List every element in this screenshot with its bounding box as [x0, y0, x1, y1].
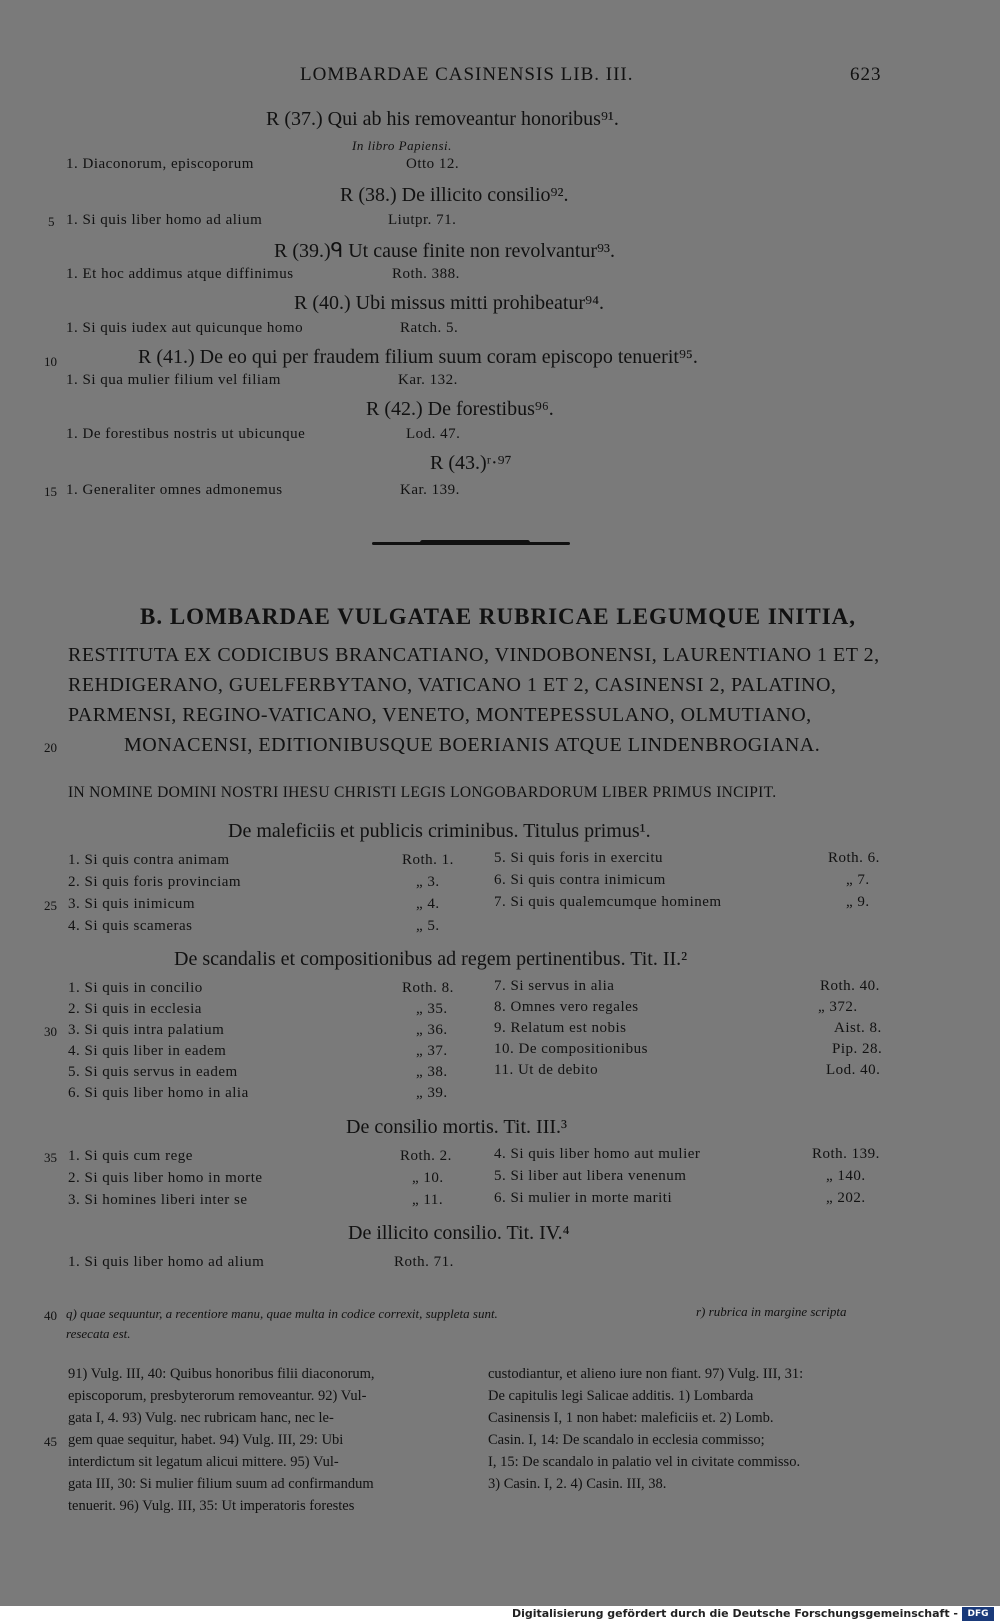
footnote-line: gem quae sequitur, habet. 94) Vulg. III, 29: Ubi — [68, 1432, 344, 1448]
list-item: 1. Si quis in concilio — [68, 980, 203, 996]
list-ref: „ 3. — [416, 874, 440, 890]
list-ref: Roth. 40. — [820, 978, 880, 994]
apparatus-note: r) rubrica in margine scripta — [696, 1304, 847, 1319]
list-ref: Pip. 28. — [832, 1041, 883, 1057]
rubric-41: R (41.) De eo qui per fraudem filium suum coram episcopo tenuerit⁹⁵. — [138, 346, 698, 368]
list-item: 6. Si mulier in morte mariti — [494, 1190, 673, 1206]
list-ref: Roth. 71. — [394, 1254, 454, 1270]
rubric-39: R (39.)ᑫ Ut cause finite non revolvantur⁹³. — [274, 240, 616, 262]
list-item: 10. De compositionibus — [494, 1041, 648, 1057]
list-ref: „ 5. — [416, 918, 440, 934]
list-item: 4. Si quis liber homo aut mulier — [494, 1146, 701, 1162]
list-item: 8. Omnes vero regales — [494, 999, 639, 1015]
list-ref: Roth. 139. — [812, 1146, 880, 1162]
list-item: 4. Si quis liber in eadem — [68, 1043, 227, 1059]
rubric-43-item: 1. Generaliter omnes admonemus — [66, 482, 283, 498]
rubric-40-item: 1. Si quis iudex aut quicunque homo — [66, 320, 304, 336]
rubric-42-item: 1. De forestibus nostris ut ubicunque — [66, 426, 306, 442]
list-item: 7. Si quis qualemcumque hominem — [494, 894, 722, 910]
list-item: 2. Si quis liber homo in morte — [68, 1170, 263, 1186]
footnote-line: gata III, 30: Si mulier filium suum ad confirmandum — [68, 1476, 374, 1492]
footnote-line: 3) Casin. I, 2. 4) Casin. III, 38. — [488, 1476, 667, 1492]
list-item: 2. Si quis foris provinciam — [68, 874, 242, 890]
list-ref: „ 140. — [826, 1168, 866, 1184]
list-ref: „ 4. — [416, 896, 440, 912]
rubric-43-ref: Kar. 139. — [400, 482, 460, 498]
section-rule-center — [420, 540, 530, 545]
list-ref: „ 10. — [412, 1170, 444, 1186]
list-item: 3. Si homines liberi inter se — [68, 1192, 248, 1208]
list-ref: „ 372. — [818, 999, 858, 1015]
running-header: LOMBARDAE CASINENSIS LIB. III. — [300, 64, 634, 85]
list-ref: „ 202. — [826, 1190, 866, 1206]
rubric-41-ref: Kar. 132. — [398, 372, 458, 388]
footnote-line: gata I, 4. 93) Vulg. nec rubricam hanc, nec le- — [68, 1410, 334, 1426]
line-number: 15 — [44, 484, 57, 499]
list-ref: „ 36. — [416, 1022, 448, 1038]
rubric-40-ref: Ratch. 5. — [400, 320, 459, 336]
rubric-39-ref: Roth. 388. — [392, 266, 460, 282]
list-ref: „ 38. — [416, 1064, 448, 1080]
list-ref: „ 11. — [412, 1192, 444, 1208]
rubric-38: R (38.) De illicito consilio⁹². — [340, 184, 569, 206]
list-ref: „ 39. — [416, 1085, 448, 1101]
footnote-line: episcoporum, presbyterorum removeantur. 92) Vul- — [68, 1388, 367, 1404]
list-ref: Roth. 1. — [402, 852, 454, 868]
footnote-line: De capitulis legi Salicae additis. 1) Lombarda — [488, 1388, 754, 1404]
list-ref: „ 37. — [416, 1043, 448, 1059]
section-b-line: PARMENSI, REGINO-VATICANO, VENETO, MONTEPESSULANO, OLMUTIANO, — [68, 704, 812, 726]
digitization-credit: Digitalisierung gefördert durch die Deutsche Forschungsgemeinschaft - — [511, 1607, 958, 1620]
line-number: 5 — [48, 214, 55, 229]
titulus-2-heading: De scandalis et compositionibus ad regem pertinentibus. Tit. II.² — [174, 948, 688, 970]
incipit: IN NOMINE DOMINI NOSTRI IHESU CHRISTI LEGIS LONGOBARDORUM LIBER PRIMUS INCIPIT. — [68, 784, 777, 801]
line-number: 35 — [44, 1150, 57, 1165]
rubric-37-item: 1. Diaconorum, episcoporum — [66, 156, 254, 172]
rubric-37: R (37.) Qui ab his removeantur honoribus⁹¹. — [266, 108, 619, 130]
rubric-42-ref: Lod. 47. — [406, 426, 461, 442]
titulus-1-heading: De maleficiis et publicis criminibus. Titulus primus¹. — [228, 820, 651, 842]
footnote-line: Casin. I, 14: De scandalo in ecclesia commisso; — [488, 1432, 765, 1448]
section-b-line: RESTITUTA EX CODICIBUS BRANCATIANO, VINDOBONENSI, LAURENTIANO 1 ET 2, — [68, 644, 880, 666]
list-item: 4. Si quis scameras — [68, 918, 193, 934]
rubric-43: R (43.)ʳ·⁹⁷ — [430, 452, 512, 474]
section-b-line: REHDIGERANO, GUELFERBYTANO, VATICANO 1 ET 2, CASINENSI 2, PALATINO, — [68, 674, 837, 696]
titulus-3-heading: De consilio mortis. Tit. III.³ — [346, 1116, 568, 1138]
footnote-line: I, 15: De scandalo in palatio vel in civitate commisso. — [488, 1454, 801, 1470]
footnote-line: custodiantur, et alieno iure non fiant. 97) Vulg. III, 31: — [488, 1366, 804, 1382]
line-number: 10 — [44, 354, 57, 369]
list-item: 5. Si quis servus in eadem — [68, 1064, 238, 1080]
footnote-line: 91) Vulg. III, 40: Quibus honoribus filii diaconorum, — [68, 1366, 375, 1382]
line-number: 40 — [44, 1308, 57, 1323]
section-b-title: B. LOMBARDAE VULGATAE RUBRICAE LEGUMQUE INITIA, — [140, 604, 856, 629]
list-ref: Roth. 2. — [400, 1148, 452, 1164]
line-number: 25 — [44, 898, 57, 913]
page-number: 623 — [850, 64, 882, 85]
rubric-37-ref: Otto 12. — [406, 156, 460, 172]
dfg-logo: DFG — [962, 1607, 994, 1621]
list-ref: „ 35. — [416, 1001, 448, 1017]
line-number: 45 — [44, 1434, 57, 1449]
rubric-41-item: 1. Si qua mulier filium vel filiam — [66, 372, 281, 388]
list-item: 9. Relatum est nobis — [494, 1020, 627, 1036]
list-ref: Lod. 40. — [826, 1062, 881, 1078]
footnote-line: tenuerit. 96) Vulg. III, 35: Ut imperatoris forestes — [68, 1498, 355, 1514]
list-item: 1. Si quis contra animam — [68, 852, 230, 868]
list-item: 5. Si liber aut libera venenum — [494, 1168, 687, 1184]
line-number: 30 — [44, 1024, 57, 1039]
titulus-4-heading: De illicito consilio. Tit. IV.⁴ — [348, 1222, 570, 1244]
section-b-line: MONACENSI, EDITIONIBUSQUE BOERIANIS ATQUE LINDENBROGIANA. — [124, 734, 821, 756]
rubric-39-item: 1. Et hoc addimus atque diffinimus — [66, 266, 294, 282]
footnote-line: interdictum sit legatum alicui mittere. 95) Vul- — [68, 1454, 339, 1470]
list-item: 7. Si servus in alia — [494, 978, 615, 994]
list-ref: „ 7. — [846, 872, 870, 888]
rubric-note: In libro Papiensi. — [352, 138, 452, 153]
list-item: 3. Si quis intra palatium — [68, 1022, 225, 1038]
footnote-line: Casinensis I, 1 non habet: maleficiis et. 2) Lomb. — [488, 1410, 774, 1426]
list-ref: „ 9. — [846, 894, 870, 910]
list-item: 1. Si quis cum rege — [68, 1148, 193, 1164]
rubric-40: R (40.) Ubi missus mitti prohibeatur⁹⁴. — [294, 292, 605, 314]
list-item: 3. Si quis inimicum — [68, 896, 196, 912]
list-ref: Roth. 6. — [828, 850, 880, 866]
line-number: 20 — [44, 740, 57, 755]
rubric-42: R (42.) De forestibus⁹⁶. — [366, 398, 554, 420]
list-item: 6. Si quis contra inimicum — [494, 872, 666, 888]
list-item: 1. Si quis liber homo ad alium — [68, 1254, 265, 1270]
list-item: 6. Si quis liber homo in alia — [68, 1085, 249, 1101]
apparatus-note: resecata est. — [66, 1326, 131, 1341]
list-item: 11. Ut de debito — [494, 1062, 599, 1078]
apparatus-note: q) quae sequuntur, a recentiore manu, quae multa in codice correxit, suppleta sunt. — [66, 1306, 498, 1321]
list-item: 2. Si quis in ecclesia — [68, 1001, 202, 1017]
rubric-38-ref: Liutpr. 71. — [388, 212, 457, 228]
list-ref: Roth. 8. — [402, 980, 454, 996]
list-ref: Aist. 8. — [834, 1020, 882, 1036]
list-item: 5. Si quis foris in exercitu — [494, 850, 663, 866]
rubric-38-item: 1. Si quis liber homo ad alium — [66, 212, 263, 228]
